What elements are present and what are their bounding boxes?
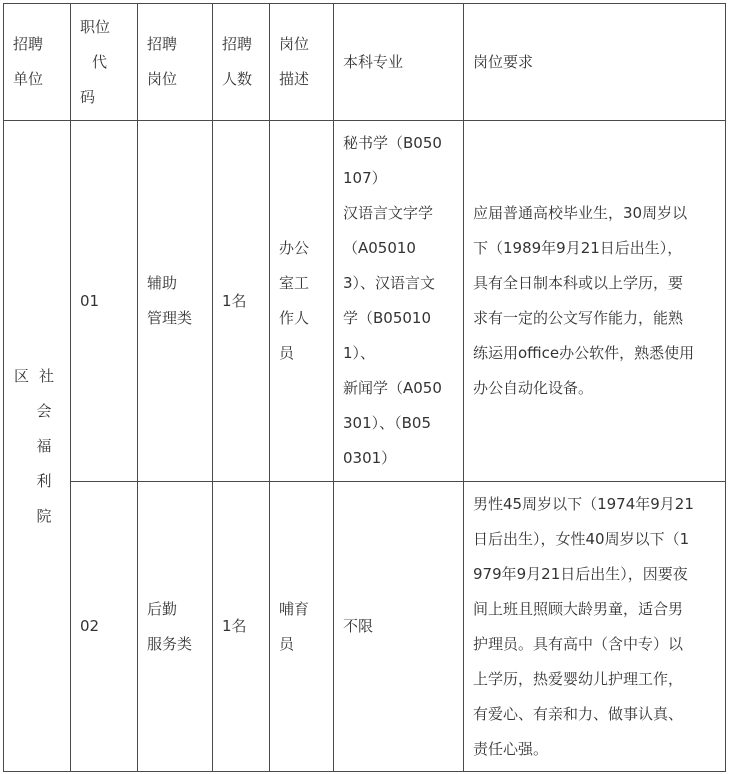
header-row <box>4 4 726 121</box>
header-code: 职位 代 码 <box>71 4 138 121</box>
header-count: 招聘 人数 <box>213 4 270 121</box>
position-requirements: 应届普通高校毕业生，30周岁以 下（1989年9月21日后出生）， 具有全日制本科或以上学历，要 求有一定的公文写作能力，能熟 练运用office办公软件，熟悉使用 办公自动化设备。 <box>464 121 726 482</box>
position-requirements: 男性45周岁以下（1974年9月21 日后出生），女性40周岁以下（1 979年9月21日后出生），因要夜 间上班且照顾大龄男童，适合男 护理员。具有高中（含中专）以 上学历，热爱婴幼儿护理工作， 有爱心、有亲和力、做事认真、 责任心强。 <box>464 482 726 772</box>
major-requirement: 不限 <box>334 482 464 772</box>
position-name: 后勤 服务类 <box>138 482 213 772</box>
table-row <box>4 121 726 482</box>
headcount: 1名 <box>213 482 270 772</box>
unit-name-cell: 区社 会 福 利 院 <box>4 121 71 772</box>
position-description: 办公 室工 作人 员 <box>270 121 334 482</box>
headcount: 1名 <box>213 121 270 482</box>
major-requirement: 秘书学（B050 107） 汉语言文字学 （A05010 3）、汉语言文 学（B05010 1）、 新闻学（A050 301）、（B05 0301） <box>334 121 464 482</box>
recruitment-table <box>3 3 726 772</box>
header-unit: 招聘 单位 <box>4 4 71 121</box>
table-row <box>4 482 726 772</box>
position-code: 01 <box>71 121 138 482</box>
header-major: 本科专业 <box>334 4 464 121</box>
header-post: 招聘 岗位 <box>138 4 213 121</box>
header-desc: 岗位 描述 <box>270 4 334 121</box>
position-description: 哺育 员 <box>270 482 334 772</box>
position-name: 辅助 管理类 <box>138 121 213 482</box>
position-code: 02 <box>71 482 138 772</box>
header-requirements: 岗位要求 <box>464 4 726 121</box>
